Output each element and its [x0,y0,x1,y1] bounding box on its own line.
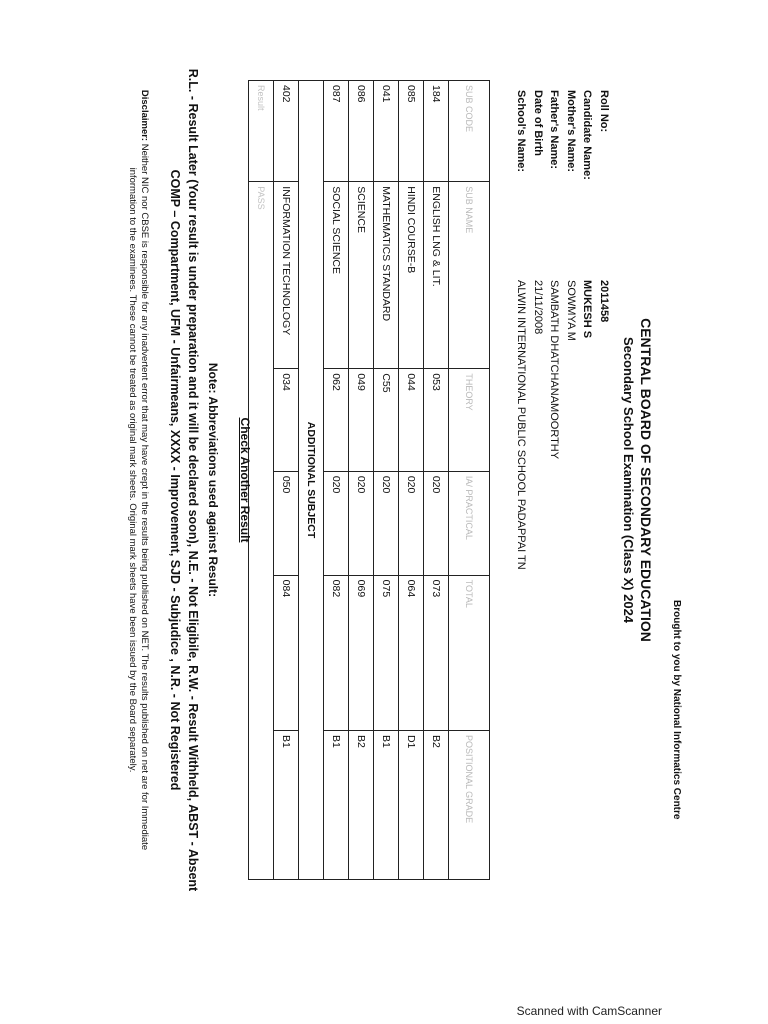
grade: B1 [274,730,299,879]
field-label: Candidate Name: [581,90,594,180]
practical-marks: 020 [424,471,449,575]
sub-code: 086 [349,81,374,182]
total-marks: 064 [399,575,424,730]
header-grade: POSITIONAL GRADE [449,730,490,879]
sub-name: HINDI COURSE-B [399,182,424,369]
dob-value: 21/11/2008 [531,280,544,335]
check-another-result-link[interactable]: Check Another Result [238,417,252,543]
total-marks: 084 [274,575,299,730]
marks-table [248,80,490,880]
table-row [274,81,299,880]
grade: D1 [399,730,424,879]
total-marks: 073 [424,575,449,730]
disclaimer [126,80,150,860]
grade: B2 [349,730,374,879]
mother-name-row [563,90,580,570]
practical-marks: 050 [274,471,299,575]
theory-marks: 062 [324,369,349,471]
brought-by-text: Brought to you by National Informatics Centre [671,600,682,820]
abbreviations-heading: Note: Abbreviations used against Result: [206,362,220,598]
camscanner-watermark: Scanned with CamScanner [516,1004,662,1018]
practical-marks: 020 [349,471,374,575]
sub-code: 087 [324,81,349,182]
theory-marks: 044 [399,369,424,471]
board-title: CENTRAL BOARD OF SECONDARY EDUCATION [638,318,654,642]
table-row [374,81,399,880]
candidate-name-row [579,90,596,570]
sub-code: 184 [424,81,449,182]
roll-no-value: 2011458 [597,280,610,323]
field-label: Mother's Name: [564,90,577,173]
abbreviations-line-2: COMP – Compartment, UFM - Unfairmeans, XXXX - Improvement, SJD - Subjudice , N.R. - Not Registered [168,169,182,791]
header-sub-code: SUB CODE [449,81,490,182]
sub-name: INFORMATION TECHNOLOGY [274,182,299,369]
exam-title: Secondary School Examination (Class X) 2024 [621,336,636,624]
field-label: Father's Name: [548,90,561,170]
sub-code: 402 [274,81,299,182]
disclaimer-text: Neither NIC nor CBSE is responsible for any inadvertent error that may have crept in the results being published on NET. The results published on net are for Immediate information to the examinees. These cannot be treated as original mark sheets. Original mark sheets have been issued by the Board separately. [127,143,150,851]
practical-marks: 020 [399,471,424,575]
practical-marks: 020 [324,471,349,575]
theory-marks: 034 [274,369,299,471]
header-total: TOTAL [449,575,490,730]
sub-name: MATHEMATICS STANDARD [374,182,399,369]
table-row [424,81,449,880]
field-label: School's Name: [515,90,528,173]
theory-marks: 049 [349,369,374,471]
sub-code: 041 [374,81,399,182]
school-name-row [513,90,530,570]
father-name-row [546,90,563,570]
grade: B2 [424,730,449,879]
mother-name-value: SOWMYA M [564,280,577,341]
field-label: Roll No: [597,90,610,133]
grade: B1 [374,730,399,879]
result-sheet [50,40,690,920]
additional-subject-row [299,81,324,880]
father-name-value: SAMBATH DHATCHANAMOORTHY [548,280,561,460]
result-row [249,81,274,880]
candidate-name-value: MUKESH S [581,280,594,339]
sub-name: ENGLISH LNG & LIT. [424,182,449,369]
theory-marks: C55 [374,369,399,471]
additional-subject-heading: ADDITIONAL SUBJECT [299,81,324,880]
school-name-value: ALWIN INTERNATIONAL PUBLIC SCHOOL PADAPPAI TN [515,280,528,570]
abbreviations-line-1: R.L. - Result Later (Your result is under preparation and it will be declared soon), N.E. - Not Eligibile, R.W. - Result Withheld, ABST - Absent [186,68,200,892]
practical-marks: 020 [374,471,399,575]
sub-code: 085 [399,81,424,182]
sub-name: SOCIAL SCIENCE [324,182,349,369]
header-sub-name: SUB NAME [449,182,490,369]
theory-marks: 053 [424,369,449,471]
candidate-info [513,90,612,570]
grade: B1 [324,730,349,879]
result-value: PASS [249,182,274,880]
roll-no-row [596,90,613,570]
header-theory: THEORY [449,369,490,471]
table-row [324,81,349,880]
result-label: Result [249,81,274,182]
total-marks: 069 [349,575,374,730]
total-marks: 082 [324,575,349,730]
sub-name: SCIENCE [349,182,374,369]
header-practical: IA/ PRACTICAL [449,471,490,575]
table-row [399,81,424,880]
table-row [349,81,374,880]
field-label: Date of Birth [531,90,544,156]
total-marks: 075 [374,575,399,730]
table-header-row [449,81,490,880]
dob-row [530,90,547,570]
disclaimer-label: Disclaimer: [139,89,150,142]
